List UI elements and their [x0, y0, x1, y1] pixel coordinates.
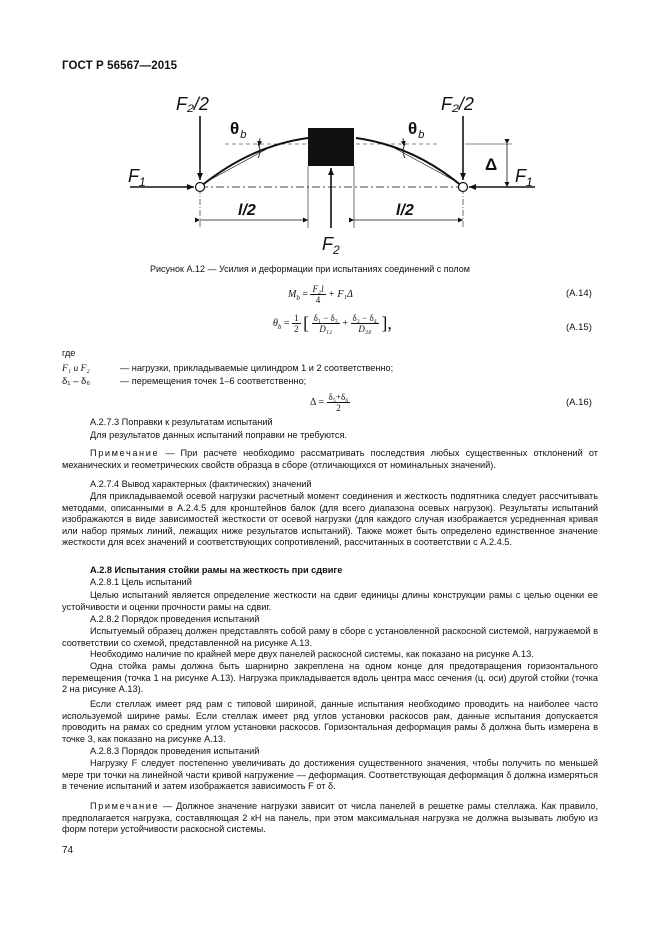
label-f2-bottom: $F_2$	[322, 234, 340, 257]
section-a2-7-3-title: А.2.7.3 Поправки к результатам испытаний	[90, 417, 273, 427]
where-term-2: δ₁ – δ₆	[62, 376, 91, 387]
label-delta: Δ	[485, 155, 498, 174]
label-l2-right: l/2	[396, 202, 414, 219]
section-a2-8-2-p4: Если стеллаж имеет ряд рам с типовой шириной, данные испытания необходимо проводить на наиболее часто используемой ширине рамы. Если стеллаж имеет ряд углов установки раскосов рам, данные испытания допускается проводить на рамах со средним углом установки раскосов. Горизонтальная деформация рамы δ должна быть измерена в точке 3, как показано на рисунке А.13.	[62, 699, 598, 744]
beam-curve-left	[200, 138, 308, 187]
note-2: Примечание — Должное значение нагрузки зависит от числа панелей в решетке рамы стеллажа. Как правило, предполагается нагрузка, составляющая 2 кН на панель, при этом максимальная нагрузка не должна вызывать любую из форм потери устойчивости раскосной системы.	[62, 801, 598, 835]
figure-caption: Рисунок А.12 — Усилия и деформации при испытаниях соединений с полом	[150, 264, 470, 274]
label-theta-right: $\theta_b$	[408, 119, 425, 141]
where-desc-1: — нагрузки, прикладываемые цилиндром 1 и 2 соответственно;	[120, 363, 394, 373]
where-term-1: F₁ и F₂	[62, 364, 90, 374]
where-desc-2: — перемещения точек 1–6 соответственно;	[120, 376, 307, 386]
central-block	[308, 128, 354, 166]
equation-number-a16: (А.16)	[566, 397, 592, 408]
equation-number-a15: (А.15)	[566, 322, 592, 333]
label-f1-left: $F_1$	[128, 166, 146, 189]
label-l2-left: l/2	[238, 202, 256, 219]
page-number: 74	[62, 845, 74, 856]
label-theta-left: $\theta_b$	[230, 119, 247, 141]
where-intro: где	[62, 348, 76, 358]
section-a2-7-4-title: А.2.7.4 Вывод характерных (фактических) значений	[90, 479, 312, 489]
figure-a12	[110, 88, 540, 260]
equation-a15: $\theta_b$ = $\frac{1}{2}$ [ $\frac{\text{δ₁ − δ₃}}{\text{D₁₂}}$ + $\frac{\text{δ₂ − δ₄}}{\text{D₃₄}}$ ],	[273, 313, 392, 334]
section-a2-7-4-text: Для прикладываемой осевой нагрузки расчетный момент соединения и жесткость подпятника следует рассчитывать методами, описанными в А.2.4.5 для кронштейнов балок (для всего диапазона осевых нагрузок). Результаты испытаний изображаются в виде зависимостей жесткости от осевой нагрузки (для каждого случая изображается усредненная кривая или набор прямых линий, лежащих ниже результатов испытаний). Также может быть определено единственное значение жесткости для всех значений и соответствующих сопротивлений, рассчитанных в соответствии с А.2.4.5.	[62, 491, 598, 548]
equation-a14: $M_b$ = $\frac{\text{F₂l}}{4}$ + F₁Δ	[288, 284, 353, 305]
section-a2-8-2-p1: Испытуемый образец должен представлять собой раму в сборе с установленной раскосной системой, нагружаемой в соответствии со схемой, представленной на рисунке А.13.	[62, 626, 598, 648]
equation-a16: Δ = $\frac{\text{δ₅+δ₆}}{2}$	[310, 392, 349, 413]
note-1: Примечание — При расчете необходимо рассматривать последствия любых существенных отклонений от механических и геометрических свойств образца в сборе (отличающихся от номинальных значений).	[62, 448, 598, 470]
section-a2-8-3-title: А.2.8.3 Порядок проведения испытаний	[90, 746, 260, 756]
label-f1-right: $F_1$	[515, 166, 533, 189]
document-header: ГОСТ Р 56567—2015	[62, 60, 178, 72]
section-a2-8-2-p3: Одна стойка рамы должна быть шарнирно закреплена на одном конце для предотвращения горизонтального перемещения (точка 1 на рисунке А.13). Нагрузка прикладывается вдоль центра масс сечения (ц. оси) другой стойки (точка 2 на рисунке А.13).	[62, 661, 598, 695]
pivot-left	[196, 183, 205, 192]
label-f2half-left: F₂/2	[176, 94, 209, 114]
section-a2-8-2-title: А.2.8.2 Порядок проведения испытаний	[90, 614, 260, 624]
label-f2half-right: F₂/2	[441, 94, 474, 114]
section-a2-8-title: А.2.8 Испытания стойки рамы на жесткость при сдвиге	[90, 565, 343, 575]
section-a2-8-1-title: А.2.8.1 Цель испытаний	[90, 577, 192, 587]
pivot-right	[459, 183, 468, 192]
section-a2-8-3-text: Нагрузку F следует постепенно увеличивать до достижения существенного значения, чтобы получить по меньшей мере три точки на линейной части кривой нагружение — деформация. Соответствующая деформация δ должна измеряться в течение испытаний и затем изображается зависимость F от δ.	[62, 758, 598, 792]
section-a2-7-3-text: Для результатов данных испытаний поправки не требуются.	[90, 430, 347, 440]
equation-number-a14: (А.14)	[566, 288, 592, 299]
beam-curve-right	[356, 138, 463, 187]
section-a2-8-2-p2: Необходимо наличие по крайней мере двух панелей раскосной системы, как показано на рисунке А.13.	[90, 649, 534, 659]
section-a2-8-1-text: Целью испытаний является определение жесткости на сдвиг единицы длины конструкции рамы с целью оценки ее устойчивости и оценки прочности рамы на сдвиг.	[62, 590, 598, 612]
